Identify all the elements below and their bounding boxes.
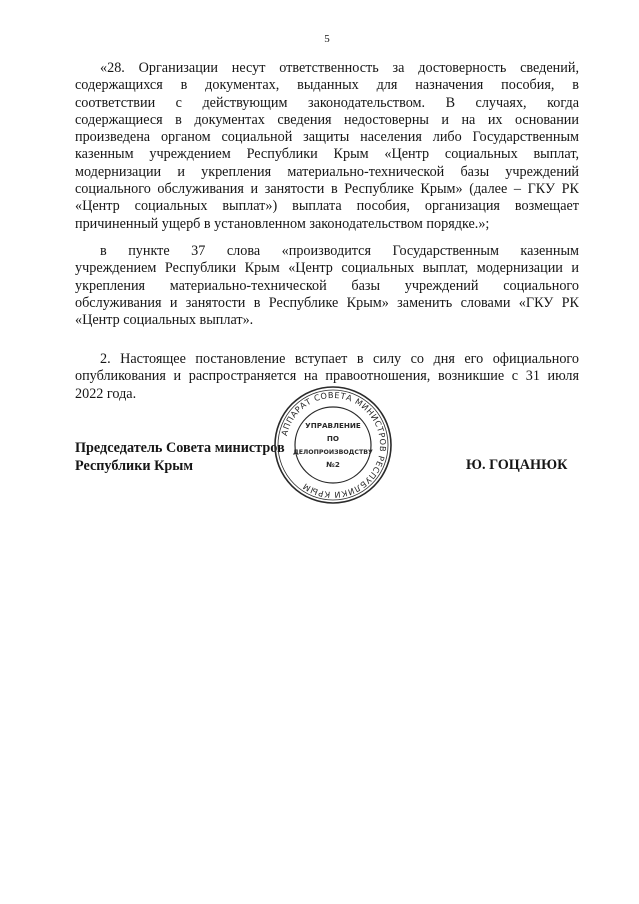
text-line: причиненный ущерб в установленном законодательством порядке.»; — [75, 215, 490, 232]
stamp-line: ПО — [326, 434, 340, 443]
signatory-name: Ю. ГОЦАНЮК — [466, 457, 568, 473]
page-number: 5 — [324, 33, 330, 45]
text-line: «28. Организации несут ответственность за достоверность сведений, — [100, 60, 579, 76]
text-line: опубликования и распространяется на правоотношения, возникшие с 31 июля — [75, 368, 579, 385]
text-line: содержащихся в документах, выданных для назначения пособия, в — [75, 77, 579, 94]
stamp-seal-icon — [272, 384, 394, 506]
stamp-line: ДЕЛОПРОИЗВОДСТВУ — [293, 449, 373, 456]
text-line: укрепления материально-технической базы учреждений социального — [75, 277, 579, 294]
signatory-position-line: Председатель Совета министров — [75, 440, 285, 456]
text-line: соответствии с действующим законодательством. В случаях, когда — [75, 94, 579, 111]
text-line: социального обслуживания и занятости в Республике Крым» (далее – ГКУ РК — [75, 181, 579, 198]
text-line: модернизации и укрепления материально-технической базы учреждений — [75, 163, 579, 180]
text-line: произведена органом социальной защиты населения либо Государственным — [75, 129, 579, 146]
text-line: 2022 года. — [75, 385, 137, 402]
text-line: 2. Настоящее постановление вступает в силу со дня его официального — [100, 351, 579, 367]
paragraph-item-37 — [75, 243, 579, 329]
text-line: обслуживания и занятости в Республике Крым» заменить словами «ГКУ РК — [75, 294, 579, 311]
text-line: учреждением Республики Крым «Центр социальных выплат, модернизации и — [75, 260, 579, 277]
signatory-position-line: Республики Крым — [75, 458, 194, 474]
text-line: «Центр социальных выплат») выплата пособия, организация возмещает — [75, 198, 579, 215]
official-stamp — [272, 384, 394, 506]
stamp-ring-text: АППАРАТ СОВЕТА МИНИСТРОВ РЕСПУБЛИКИ КРЫМ — [278, 389, 389, 501]
text-line: «Центр социальных выплат». — [75, 312, 254, 329]
signatory-position — [75, 439, 285, 475]
paragraph-item-28 — [75, 60, 579, 233]
text-line: в пункте 37 слова «производится Государственным казенным — [100, 243, 579, 259]
stamp-line: №2 — [326, 460, 340, 469]
stamp-line: УПРАВЛЕНИЕ — [305, 421, 361, 430]
text-line: содержащиеся в документах сведения недостоверны и на их основании — [75, 111, 579, 128]
text-line: казенным учреждением Республики Крым «Центр социальных выплат, — [75, 146, 579, 163]
